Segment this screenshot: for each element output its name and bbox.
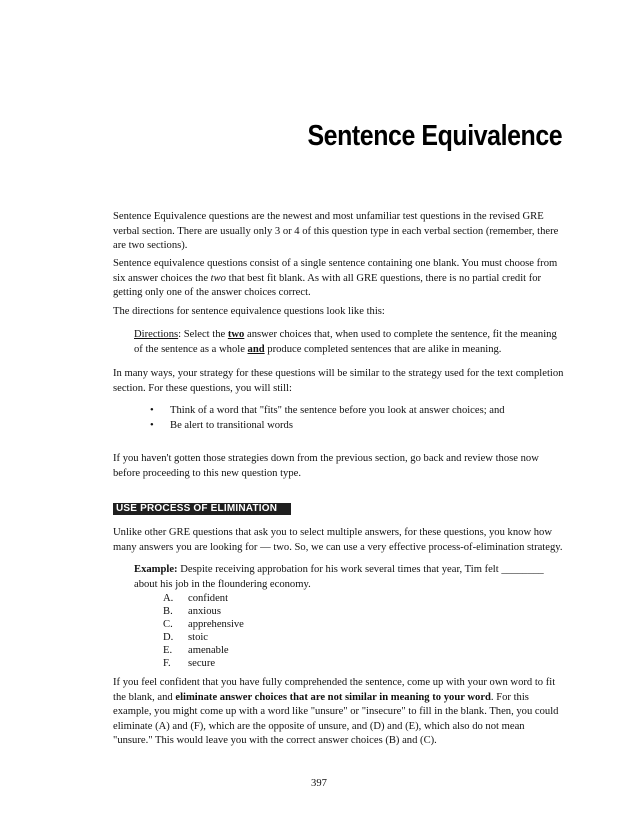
choice-letter: D. <box>163 632 174 644</box>
intro2-text-b: that best fit blank. As with all GRE questions, there is no partial credit for getting only one of the answer choices correct. <box>113 272 542 298</box>
answer-choice <box>163 592 244 605</box>
directions-two: two <box>227 329 245 340</box>
choice-letter: A. <box>163 593 174 604</box>
answer-choice <box>163 618 244 631</box>
directions-text-a: : Select the <box>178 329 228 340</box>
choice-letter: C. <box>163 619 173 631</box>
final-paragraph <box>113 676 565 749</box>
choice-letter: F. <box>163 658 171 670</box>
section-heading: USE PROCESS OF ELIMINATION <box>113 503 291 515</box>
choice-text: secure <box>188 658 216 670</box>
final-bold-text: eliminate answer choices that are not similar in meaning to your word <box>175 691 491 703</box>
page-number: 397 <box>311 778 327 789</box>
choice-text: stoic <box>188 632 209 644</box>
answer-choice <box>163 631 244 644</box>
answer-choice <box>163 657 244 670</box>
final-text-b: . For this example, you might come up with a word like "unsure" or "insecure" to fill in the blank. Then, you could eliminate (A) and (F), which are the opposite of unsure, and (D) and (E), which also do not mean "unsure." This would leave you with the correct answer choices (B) and (C). <box>113 691 559 746</box>
intro2-emphasis: two <box>210 272 226 284</box>
page-title: Sentence Equivalence <box>307 120 562 152</box>
intro2-text-a: Sentence equivalence questions consist of a single sentence containing one blank. You must choose from six answer choices the <box>113 258 558 284</box>
choice-text: anxious <box>188 606 221 618</box>
choice-text: apprehensive <box>188 619 244 631</box>
review-paragraph: If you haven't gotten those strategies down from the previous section, go back and review those now before proceeding to this new question type. <box>113 453 539 479</box>
intro-paragraph-2 <box>113 257 565 301</box>
example-paragraph <box>134 563 566 592</box>
elimination-paragraph: Unlike other GRE questions that ask you to select multiple answers, for these questions, you know how many answers you are looking for — two. So, we can use a very effective process-of-elimination strategy. <box>113 527 563 553</box>
choice-text: amenable <box>188 645 229 657</box>
answer-choice <box>163 644 244 657</box>
directions-block <box>134 328 566 357</box>
directions-intro: The directions for sentence equivalence questions look like this: <box>113 306 385 317</box>
answer-choice <box>163 605 244 618</box>
intro-paragraph-1: Sentence Equivalence questions are the newest and most unfamiliar test questions in the revised GRE verbal section. There are usually only 3 or 4 of this question type in each verbal section (remember, there are two sections). <box>113 211 559 251</box>
final-text-a: If you feel confident that you have fully comprehended the sentence, come up with your own word to fit the blank, and <box>113 677 556 703</box>
example-label: Example: <box>134 564 178 575</box>
directions-text-c: produce completed sentences that are alike in meaning. <box>264 343 502 355</box>
directions-text-b: answer choices that, when used to complete the sentence, fit the meaning of the sentence as a whole <box>134 329 557 355</box>
directions-label: Directions <box>134 329 179 340</box>
strategy-bullet-list <box>150 403 505 433</box>
bullet-item: • Be alert to transitional words <box>150 418 505 433</box>
answer-choices <box>163 592 244 671</box>
choice-letter: E. <box>163 645 173 657</box>
strategy-paragraph: In many ways, your strategy for these questions will be similar to the strategy used for the text completion section. For these questions, you will still: <box>113 368 564 394</box>
directions-and: and <box>247 343 265 355</box>
choice-letter: B. <box>163 606 173 618</box>
choice-text: confident <box>188 593 229 604</box>
bullet-item: • Think of a word that "fits" the sentence before you look at answer choices; and <box>150 403 505 418</box>
example-text: Despite receiving approbation for his work several times that year, Tim felt ________ about his job in the floundering economy. <box>134 564 544 590</box>
